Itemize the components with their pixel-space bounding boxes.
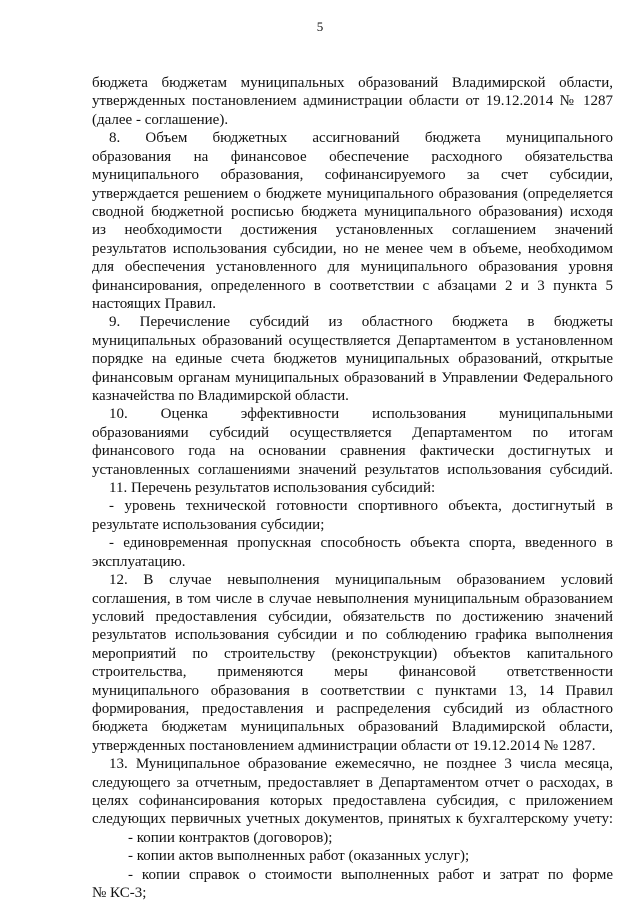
text-line: из необходимости достижения установленных соглашением значений: [92, 222, 613, 239]
text-line: - уровень технической готовности спортивного объекта, достигнутый в: [109, 498, 613, 515]
text-line: настоящих Правил.: [92, 295, 216, 312]
text-line: муниципального образования, софинансируемого за счет субсидии,: [92, 167, 613, 183]
text-line: строительства, применяются меры финансовой ответственности: [92, 664, 613, 681]
text-line: (далее - соглашение).: [92, 111, 229, 128]
text-line: - копии актов выполненных работ (оказанных услуг);: [128, 848, 470, 865]
text-line: 11. Перечень результатов использования субсидий:: [109, 480, 436, 496]
text-line: утверждается решением о бюджете муниципального образования (определяется: [92, 185, 613, 202]
text-line: казначейства по Владимирской области.: [92, 388, 349, 404]
text-line: - копии справок о стоимости выполненных работ и затрат по форме: [128, 866, 613, 883]
text-line: 10. Оценка эффективности использования муниципальными: [109, 406, 613, 423]
text-line: 12. В случае невыполнения муниципальным образованием условий: [109, 572, 613, 588]
text-line: финансирования, определенного в соответствии с абзацами 2 и 3 пункта 5: [92, 277, 613, 294]
text-line: бюджета бюджетам муниципальных образований Владимирской области,: [92, 75, 613, 91]
text-line: 9. Перечисление субсидий из областного бюджета в бюджеты: [109, 314, 613, 331]
text-line: результате использования субсидии;: [92, 516, 325, 533]
text-line: бюджета бюджетам муниципальных образований Владимирской области,: [92, 719, 613, 736]
text-line: результатов использования субсидии и по соблюдению графика выполнения: [92, 627, 613, 644]
text-line: порядке на единые счета бюджетов муниципальных образований, открытые: [92, 351, 613, 368]
text-line: условий предоставления субсидии, обязательств по достижению значений: [92, 608, 613, 625]
text-line: следующих первичных учетных документов, принятых к бухгалтерскому учету:: [92, 811, 613, 828]
text-line: финансовым органам муниципальных образований в Управлении Федерального: [92, 369, 613, 386]
text-line: образованиями субсидий осуществляется Департаментом по итогам: [92, 424, 613, 441]
page-number: 5: [316, 19, 324, 34]
text-line: мероприятий по строительству (реконструкции) объектов капитального: [92, 645, 613, 662]
text-line: образования на финансовое обеспечение расходного обязательства: [92, 148, 613, 165]
text-line: результатов использования субсидии, но не менее чем в объеме, необходимом: [92, 240, 613, 257]
text-line: № КС-3;: [92, 885, 147, 901]
text-line: сводной бюджетной росписью бюджета муниципального образования) исходя: [92, 203, 613, 220]
text-line: муниципальных образований осуществляется Департаментом в установленном: [92, 332, 613, 349]
text-line: 13. Муниципальное образование ежемесячно, не позднее 3 числа месяца,: [109, 756, 613, 773]
text-line: формирования, предоставления и распределения субсидий из областного: [92, 700, 613, 717]
text-line: - единовременная пропускная способность объекта спорта, введенного в: [109, 535, 613, 552]
text-line: эксплуатацию.: [92, 553, 186, 570]
text-line: установленных соглашениями значений результатов использования субсидий.: [92, 461, 613, 478]
text-line: утвержденных постановлением администрации области от 19.12.2014 № 1287.: [92, 737, 596, 754]
text-line: финансового года на основании сравнения фактически достигнутых и: [92, 443, 613, 460]
text-line: для обеспечения установленного для муниципального образования уровня: [92, 259, 613, 276]
text-line: соглашения, в том числе в случае невыполнения муниципальным образованием: [92, 590, 613, 607]
text-line: целях софинансирования которых предоставлена субсидия, с приложением: [92, 793, 613, 809]
text-line: муниципального образования в соответствии с пунктами 13, 14 Правил: [92, 682, 613, 699]
text-line: утвержденных постановлением администрации области от 19.12.2014 № 1287: [92, 93, 613, 110]
text-line: 8. Объем бюджетных ассигнований бюджета муниципального: [109, 130, 613, 147]
text-line: следующего за отчетным, предоставляет в Департаментом отчет о расходах, в: [92, 774, 613, 791]
text-line: - копии контрактов (договоров);: [128, 829, 333, 846]
